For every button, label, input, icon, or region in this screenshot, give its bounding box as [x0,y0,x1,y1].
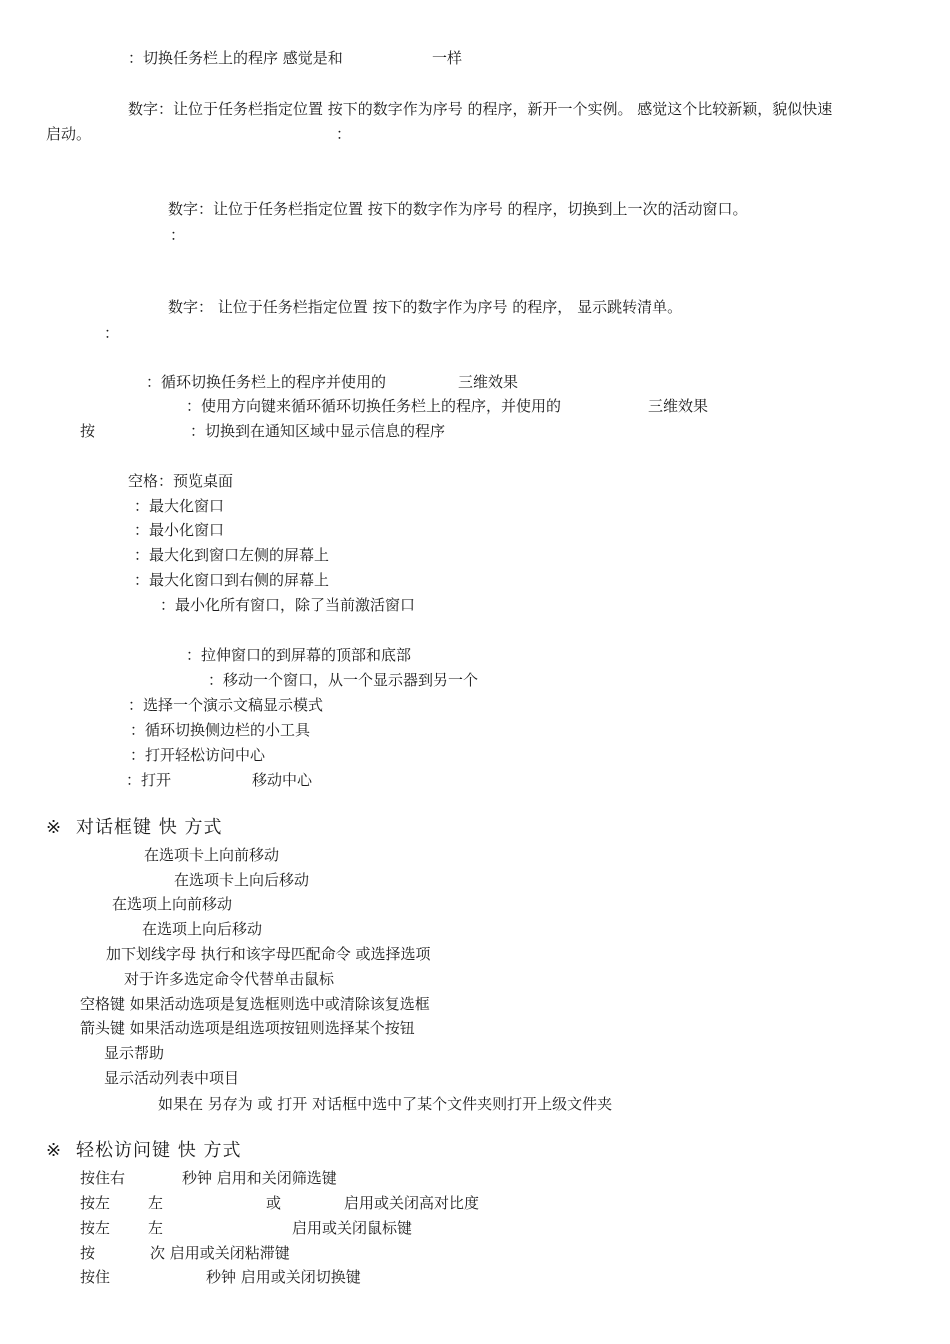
shortcut-desc-tail: 三维效果 [458,373,519,391]
dialog-shortcut-line: 在选项上向前移动 [112,895,233,913]
shortcut-desc: ：循环切换任务栏上的程序并使用的 [146,373,387,391]
shortcut-desc: 启用或关闭鼠标键 [292,1219,413,1237]
shortcut-key: 按住右 [80,1169,126,1187]
shortcut-desc: ：切换到在通知区域中显示信息的程序 [190,422,446,440]
shortcut-line: 数字： 让位于任务栏指定位置 按下的数字作为序号 的程序， 显示跳转清单。 [168,298,683,316]
shortcut-key: 按住 [80,1268,111,1286]
shortcut-line: ：最大化窗口 [134,497,225,515]
accessibility-shortcut-line [80,1218,413,1238]
shortcut-line: 空格：预览桌面 [128,472,234,490]
shortcut-line [186,396,709,416]
section-heading [46,1140,242,1161]
shortcut-desc: 次 启用或关闭粘滞键 [150,1244,290,1262]
shortcut-desc: 秒钟 启用和关闭筛选键 [182,1169,337,1187]
shortcut-key: 左 [148,1219,164,1237]
shortcut-key: 按左 [80,1219,111,1237]
shortcut-line: ： [104,324,120,342]
shortcut-desc: ：打开 [126,771,172,789]
shortcut-line: ：最小化窗口 [134,521,225,539]
dialog-shortcut-line: 在选项卡上向前移动 [144,846,280,864]
shortcut-key: 按左 [80,1194,111,1212]
dialog-shortcut-line: 显示帮助 [104,1044,165,1062]
shortcut-desc-tail: 三维效果 [648,397,709,415]
shortcut-key: 按 [80,422,96,440]
dialog-shortcut-line: 在选项上向后移动 [142,920,263,938]
dialog-shortcut-line: 在选项卡上向后移动 [174,871,310,889]
section-heading [46,817,223,838]
shortcut-line: ：最大化到窗口左侧的屏幕上 [134,546,330,564]
shortcut-line [46,124,352,144]
shortcut-line: ：移动一个窗口，从一个显示器到另一个 [208,671,479,689]
shortcut-key: 按 [80,1244,96,1262]
accessibility-shortcut-line [80,1267,361,1287]
shortcut-desc: 启动。 [46,125,92,143]
shortcut-desc: 启用或关闭高对比度 [344,1194,480,1212]
shortcut-line: ：循环切换侧边栏的小工具 [130,721,311,739]
shortcut-colon: ： [336,125,352,143]
shortcut-desc: ：切换任务栏上的程序 感觉是和 [128,49,343,67]
accessibility-shortcut-line [80,1193,480,1213]
dialog-shortcut-line: 箭头键 如果活动选项是组选项按钮则选择某个按钮 [80,1019,415,1037]
shortcut-line: 数字：让位于任务栏指定位置 按下的数字作为序号 的程序，新开一个实例。 感觉这个比较新颖，貌似快速 [128,100,833,118]
accessibility-shortcut-line [80,1168,337,1188]
shortcut-line: ：最大化窗口到右侧的屏幕上 [134,571,330,589]
shortcut-desc-tail: 一样 [432,49,463,67]
shortcut-line: ：拉伸窗口的到屏幕的顶部和底部 [186,646,412,664]
shortcut-line: ：打开轻松访问中心 [130,746,266,764]
dialog-shortcut-line: 如果在 另存为 或 打开 对话框中选中了某个文件夹则打开上级文件夹 [158,1095,613,1113]
shortcut-desc: ：使用方向键来循环循环切换任务栏上的程序，并使用的 [186,397,562,415]
section-title: 对话框键 快 方式 [76,817,223,838]
shortcut-key: 左 [148,1194,164,1212]
dialog-shortcut-line: 显示活动列表中项目 [104,1069,240,1087]
shortcut-line [80,421,446,441]
shortcut-line: ：选择一个演示文稿显示模式 [128,696,324,714]
accessibility-shortcut-line [80,1243,290,1263]
shortcut-desc-tail: 移动中心 [252,771,313,789]
shortcut-line [126,770,313,790]
shortcut-line [146,372,519,392]
shortcut-line: ： [170,226,186,244]
shortcut-desc: 秒钟 启用或关闭切换键 [206,1268,361,1286]
shortcut-or: 或 [266,1194,282,1212]
shortcut-line: ：最小化所有窗口，除了当前激活窗口 [160,596,416,614]
section-title: 轻松访问键 快 方式 [76,1140,242,1161]
shortcut-line [128,48,463,68]
dialog-shortcut-line: 空格键 如果活动选项是复选框则选中或清除该复选框 [80,995,430,1013]
shortcut-line: 数字：让位于任务栏指定位置 按下的数字作为序号 的程序，切换到上一次的活动窗口。 [168,200,748,218]
reference-mark-icon: ※ [46,1140,63,1161]
reference-mark-icon: ※ [46,817,63,838]
dialog-shortcut-line: 加下划线字母 执行和该字母匹配命令 或选择选项 [106,945,431,963]
dialog-shortcut-line: 对于许多选定命令代替单击鼠标 [124,970,335,988]
